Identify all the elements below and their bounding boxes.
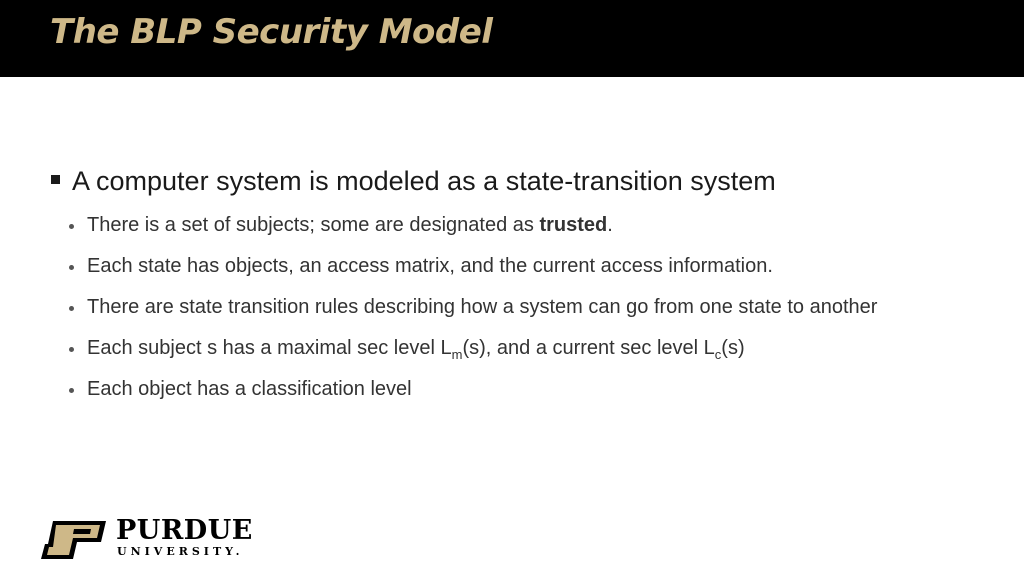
bullet-text: Each object has a classification level bbox=[87, 378, 412, 400]
subscript-m: m bbox=[451, 347, 463, 362]
dot-bullet-icon bbox=[69, 388, 74, 393]
subscript-c: c bbox=[714, 347, 722, 362]
dot-bullet-icon bbox=[69, 347, 74, 352]
bullet-text-end: . bbox=[607, 214, 613, 236]
main-point bbox=[48, 162, 968, 200]
bullet-text: Each subject s has a maximal sec level L bbox=[87, 337, 452, 359]
bullet-text: (s), and a current sec level L bbox=[462, 337, 715, 359]
logo-wordmark: PURDUE bbox=[116, 515, 253, 546]
title-bar bbox=[0, 0, 1024, 77]
purdue-p-logo-icon bbox=[40, 520, 110, 560]
bullet-item bbox=[48, 374, 968, 405]
square-bullet-icon bbox=[51, 175, 60, 184]
dot-bullet-icon bbox=[69, 306, 74, 311]
main-point-text: A computer system is modeled as a state-transition system bbox=[72, 166, 776, 196]
bullet-text: Each state has objects, an access matrix, and the current access information. bbox=[87, 255, 773, 277]
bullet-item bbox=[48, 333, 968, 364]
bullet-item bbox=[48, 251, 968, 282]
bullet-item bbox=[48, 210, 968, 241]
dot-bullet-icon bbox=[69, 265, 74, 270]
dot-bullet-icon bbox=[69, 224, 74, 229]
bullet-bold-text: trusted bbox=[539, 214, 608, 236]
purdue-logo bbox=[40, 515, 253, 562]
bullet-text: There is a set of subjects; some are designated as bbox=[87, 214, 540, 236]
logo-subtext: UNIVERSITY. bbox=[117, 545, 244, 558]
slide-title: The BLP Security Model bbox=[50, 12, 493, 52]
bullet-text: There are state transition rules describing how a system can go from one state to another bbox=[87, 296, 878, 318]
bullet-item bbox=[48, 292, 968, 323]
slide-content bbox=[48, 162, 968, 405]
bullet-text: (s) bbox=[721, 337, 745, 359]
